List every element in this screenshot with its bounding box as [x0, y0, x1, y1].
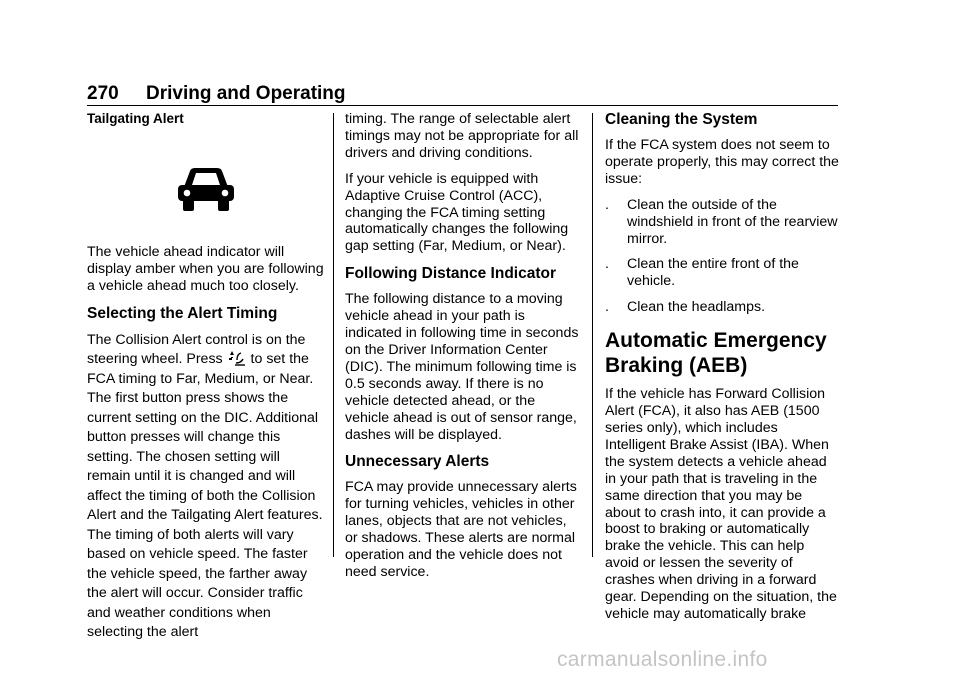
column-divider-2: [592, 113, 593, 557]
list-item: . Clean the entire front of the vehicle.: [605, 256, 799, 290]
header-rule: [87, 105, 838, 106]
following-distance-paragraph: The following distance to a moving vehicle ahead in your path is indicated in following time in seconds on the Driver Information Center (DIC). The minimum following time is 0.5 seconds away. If there is no vehicle detected ahead, or the vehicle ahead is out of sensor range, dashes will be displayed.: [345, 291, 579, 443]
unnecessary-alerts-paragraph: FCA may provide unnecessary alerts for turning vehicles, vehicles in other lanes, objects that are not vehicles, or shadows. These alerts are normal operation and the vehicle does not need service.: [345, 479, 577, 580]
selecting-alert-timing-heading: Selecting the Alert Timing: [87, 304, 278, 322]
column-divider-1: [333, 113, 334, 557]
column-1: [87, 111, 325, 652]
tailgating-alert-label: Tailgating Alert: [87, 111, 184, 126]
aeb-heading: Automatic Emergency Braking (AEB): [605, 329, 827, 378]
cleaning-steps-list: [605, 197, 841, 316]
following-distance-heading: Following Distance Indicator: [345, 265, 556, 283]
watermark: carmanualsonline.info: [557, 648, 768, 671]
alert-timing-text-after: to set the FCA timing to Far, Medium, or Near. The first button press shows the current setting on the DIC. Additional button presses will change this setting. The chosen setting will remain until it is changed and will affect the timing of both the Collision Alert and the Tailgating Alert features. The timing of both alerts will vary based on vehicle speed. The faster the vehicle speed, the farther away the alert will occur. Consider traffic and weather conditions when selecting the alert: [87, 351, 323, 641]
collision-alert-timing-icon: [228, 350, 246, 366]
chapter-title: Driving and Operating: [146, 83, 346, 104]
vehicle-ahead-indicator-icon: [174, 165, 238, 213]
list-item: . Clean the outside of the windshield in front of the rearview mirror.: [605, 196, 838, 247]
timing-range-paragraph: timing. The range of selectable alert timings may not be appropriate for all drivers and driving conditions.: [345, 111, 579, 161]
alert-timing-text-before: The Collision Alert control is on the steering wheel. Press: [87, 331, 306, 368]
page-number: 270: [87, 83, 119, 104]
aeb-paragraph: If the vehicle has Forward Collision Alert (FCA), it also has AEB (1500 series only), which includes Intelligent Brake Assist (IBA). When the system detects a vehicle ahead in your path that is traveling in the same direction that you may be about to crash into, it can provide a boost to braking or automatically brake the vehicle. This can help avoid or lessen the severity of crashes when driving in a forward gear. Depending on the situation, the vehicle may automatically brake: [605, 386, 837, 622]
column-2: [345, 111, 583, 590]
vehicle-ahead-paragraph: The vehicle ahead indicator will display amber when you are following a vehicle ahead much too closely.: [87, 243, 324, 294]
unnecessary-alerts-heading: Unnecessary Alerts: [345, 453, 490, 471]
alert-timing-paragraph: [87, 331, 325, 643]
bullet-mark: .: [605, 299, 609, 316]
bullet-mark: .: [605, 256, 609, 273]
cleaning-intro-paragraph: If the FCA system does not seem to operate properly, this may correct the issue:: [605, 137, 839, 187]
vehicle-ahead-icon-area: [87, 134, 325, 244]
acc-paragraph: If your vehicle is equipped with Adaptive Cruise Control (ACC), changing the FCA timing setting automatically changes the following gap setting (Far, Medium, or Near).: [345, 170, 569, 255]
bullet-mark: .: [605, 196, 609, 213]
list-item: . Clean the headlamps.: [605, 299, 766, 316]
column-3: [605, 111, 841, 632]
cleaning-system-heading: Cleaning the System: [605, 111, 758, 128]
